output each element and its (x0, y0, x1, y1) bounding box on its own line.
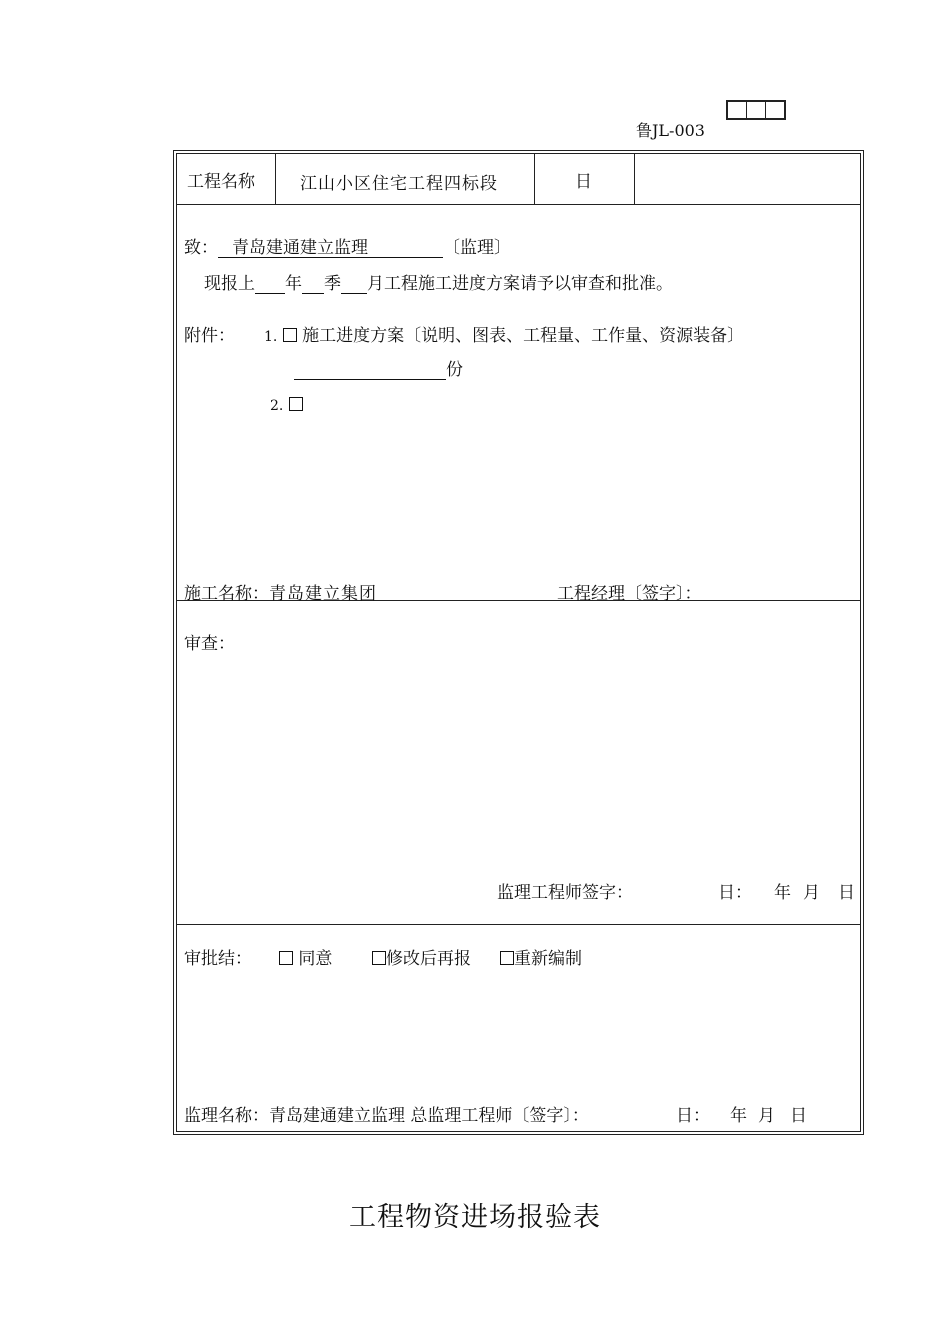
attachment-1 (264, 321, 744, 346)
chief-supervisor-signature-label: 总监理工程师〔签字〕： (410, 1106, 589, 1126)
divider-review (177, 924, 860, 925)
supervisor-line (184, 1101, 589, 1126)
revise-checkbox[interactable] (372, 951, 386, 965)
col-divider-1 (275, 154, 276, 204)
date-label: 日 (575, 172, 592, 192)
agree-checkbox[interactable] (279, 951, 293, 965)
attachment-1-number: 1. (264, 329, 278, 345)
approval-option-redo[interactable] (500, 944, 582, 969)
col-divider-3 (634, 154, 635, 204)
contractor-name: 青岛建立集团 (269, 584, 377, 604)
attachment-2 (270, 395, 303, 415)
form-number-boxes (726, 100, 786, 120)
attachment-1-checkbox[interactable] (283, 328, 297, 342)
copies-blank[interactable] (294, 361, 446, 380)
season-blank[interactable] (302, 275, 324, 294)
next-form-title: 工程物资进场报验表 (349, 1202, 601, 1233)
addressee-prefix: 致： (184, 238, 218, 258)
review-year: 年 (774, 883, 791, 903)
report-text-1: 现报上 (204, 274, 255, 294)
attachment-1-text: 施工进度方案〔说明、图表、工程量、工作量、资源装备〕 (302, 326, 745, 346)
review-label: 审查： (184, 634, 235, 654)
addressee-suffix: 〔监理〕 (443, 238, 511, 258)
attachment-label: 附件： (184, 326, 235, 346)
approval-day: 日 (790, 1106, 807, 1126)
report-text-2: 月工程施工进度方案请予以审查和批准。 (367, 274, 673, 294)
copies-line (294, 355, 463, 380)
approval-option-revise[interactable] (372, 944, 471, 969)
approval-label: 审批结： (184, 949, 252, 969)
divider-header (177, 204, 860, 205)
review-day: 日 (838, 883, 855, 903)
review-date-label: 日： (718, 883, 752, 903)
contractor-label: 施工名称： (184, 584, 269, 604)
approval-option-agree[interactable] (279, 944, 332, 969)
season-label: 季 (324, 274, 341, 294)
form-code: 鲁JL-003 (636, 121, 705, 140)
supervisor-label: 监理名称： (184, 1106, 269, 1126)
col-divider-2 (534, 154, 535, 204)
report-line (204, 269, 673, 294)
approval-date-label: 日： (676, 1106, 710, 1126)
project-name-value: 江山小区住宅工程四标段 (300, 174, 498, 194)
project-name-label: 工程名称 (187, 172, 255, 192)
redo-label: 重新编制 (514, 949, 582, 969)
supervisor-name: 青岛建通建立监理 (269, 1106, 405, 1126)
year-label: 年 (285, 274, 302, 294)
copies-label: 份 (446, 360, 463, 380)
review-month: 月 (803, 883, 820, 903)
month-blank[interactable] (341, 275, 367, 294)
addressee-line (184, 233, 511, 258)
revise-label: 修改后再报 (386, 949, 471, 969)
year-blank[interactable] (255, 275, 285, 294)
contractor-line (184, 579, 377, 604)
project-manager-signature-label: 工程经理〔签字〕： (557, 584, 702, 604)
approval-month: 月 (758, 1106, 775, 1126)
approval-year: 年 (730, 1106, 747, 1126)
attachment-2-number: 2. (270, 398, 284, 414)
addressee-name[interactable]: 青岛建通建立监理 (218, 239, 443, 258)
supervisor-signature-label: 监理工程师签字： (497, 883, 633, 903)
attachment-2-checkbox[interactable] (289, 397, 303, 411)
agree-label: 同意 (298, 949, 333, 969)
form-frame (173, 150, 864, 1135)
redo-checkbox[interactable] (500, 951, 514, 965)
